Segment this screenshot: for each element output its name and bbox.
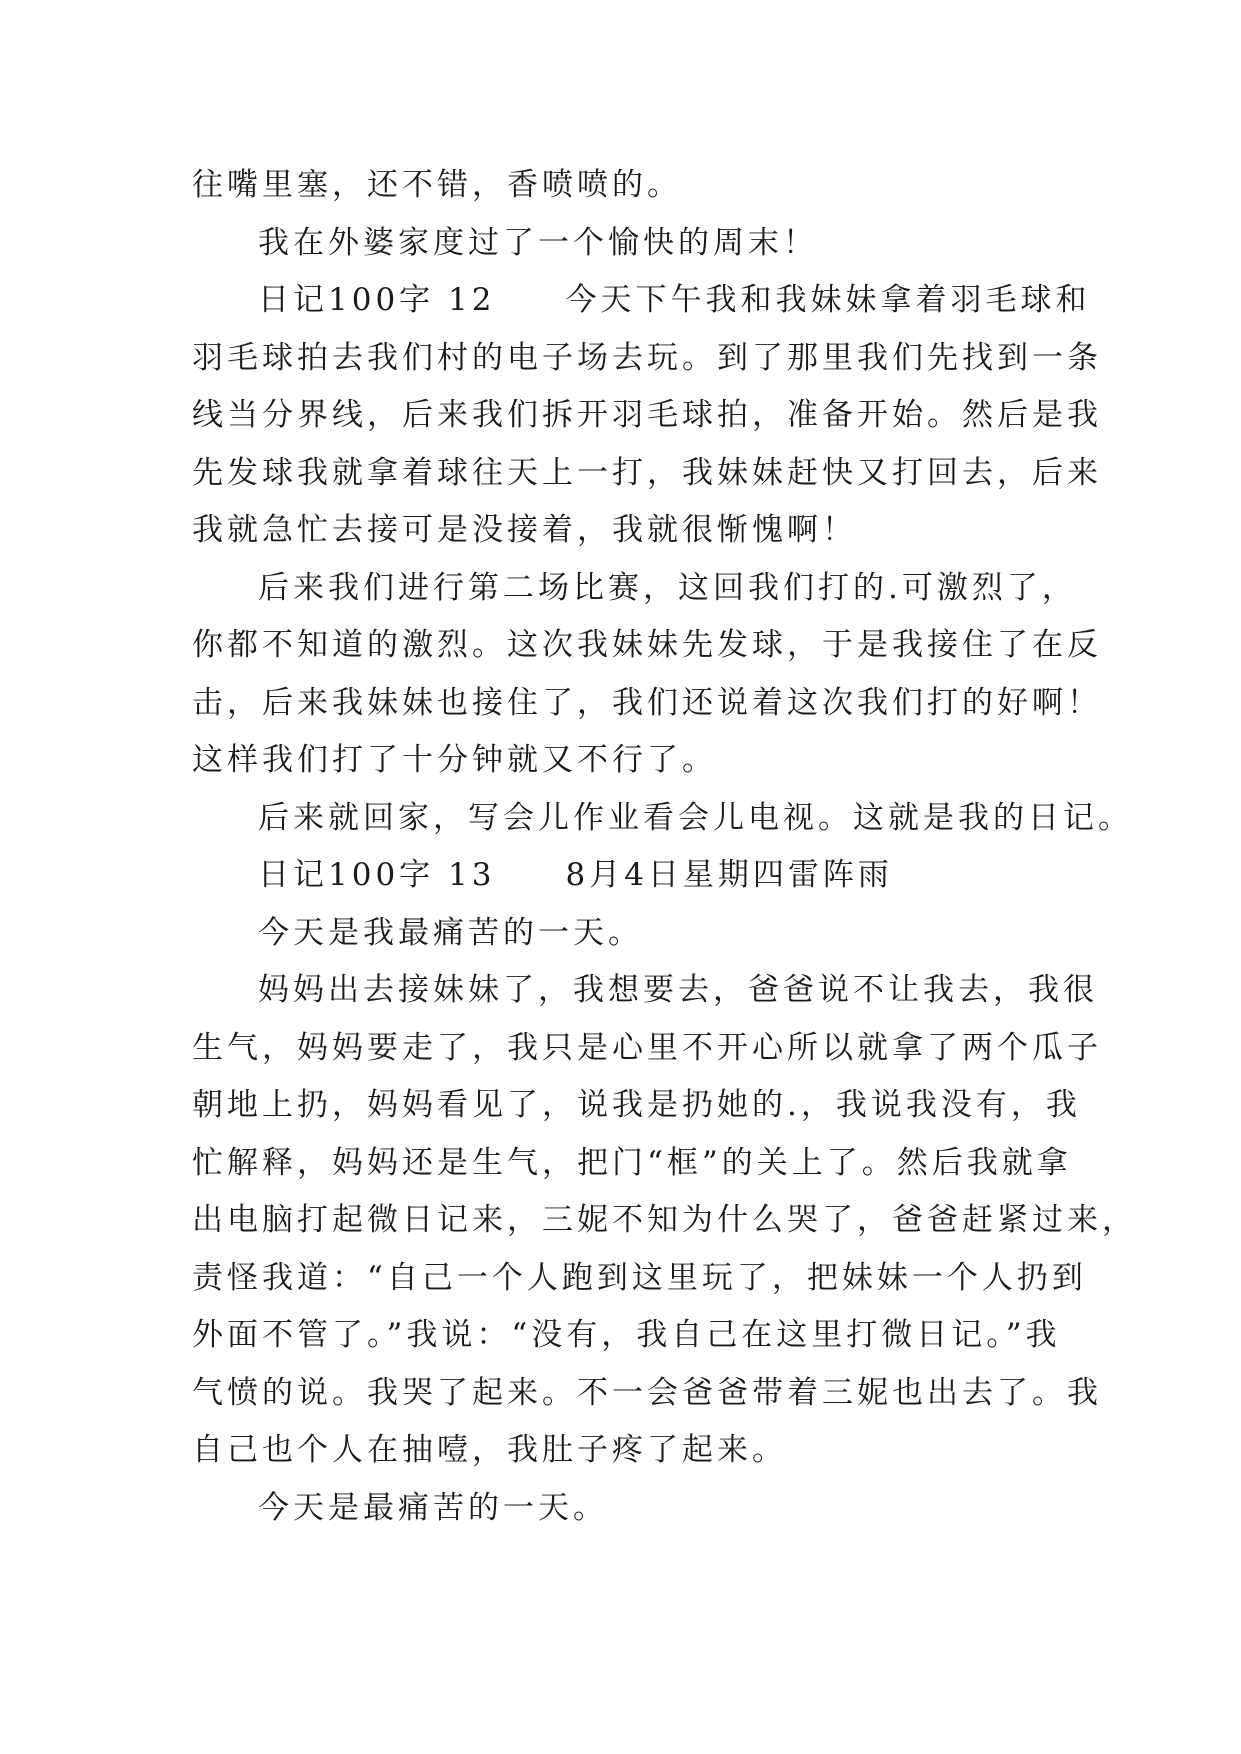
text-line: 日记100字 12 今天下午我和我妹妹拿着羽毛球和: [258, 282, 1091, 318]
text-line: 先发球我就拿着球往天上一打，我妹妹赶快又打回去，后来: [192, 454, 1102, 491]
text-line: 出电脑打起微日记来，三妮不知为什么哭了，爸爸赶紧过来，: [192, 1202, 1137, 1238]
text-line: 羽毛球拍去我们村的电子场去玩。到了那里我们先找到一条: [192, 339, 1102, 376]
text-line: 忙解释，妈妈还是生气，把门“框”的关上了。然后我就拿: [192, 1144, 1072, 1181]
text-line: 我在外婆家度过了一个愉快的周末！: [258, 224, 818, 261]
diary-text: [192, 157, 1137, 1537]
text-line: 你都不知道的激烈。这次我妹妹先发球，于是我接住了在反: [192, 627, 1102, 663]
text-line: 日记100字 13 8月4日星期四雷阵雨: [258, 857, 893, 893]
text-line: 今天是最痛苦的一天。: [258, 1489, 608, 1526]
text-line: 妈妈出去接妹妹了，我想要去，爸爸说不让我去，我很: [258, 972, 1098, 1008]
text-line: 后来就回家，写会儿作业看会儿电视。这就是我的日记。: [258, 799, 1133, 836]
text-line: 往嘴里塞，还不错，香喷喷的。: [192, 167, 682, 203]
text-line: 朝地上扔，妈妈看见了，说我是扔她的.，我说我没有，我: [192, 1087, 1081, 1123]
text-line: 击，后来我妹妹也接住了，我们还说着这次我们打的好啊！: [192, 684, 1102, 721]
text-line: 今天是我最痛苦的一天。: [258, 914, 643, 951]
text-line: 我就急忙去接可是没接着，我就很惭愧啊！: [192, 512, 857, 548]
text-line: 这样我们打了十分钟就又不行了。: [192, 742, 717, 778]
text-line: 气愤的说。我哭了起来。不一会爸爸带着三妮也出去了。我: [192, 1374, 1102, 1411]
text-line: 外面不管了。”我说：“没有，我自己在这里打微日记。”我: [192, 1317, 1061, 1353]
text-line: 后来我们进行第二场比赛，这回我们打的.可激烈了，: [258, 569, 1077, 606]
text-line: 自己也个人在抽噎，我肚子疼了起来。: [192, 1432, 787, 1468]
text-line: 线当分界线，后来我们拆开羽毛球拍，准备开始。然后是我: [192, 397, 1102, 433]
text-line: 生气，妈妈要走了，我只是心里不开心所以就拿了两个瓜子: [192, 1029, 1102, 1066]
text-line: 责怪我道：“自己一个人跑到这里玩了，把妹妹一个人扔到: [192, 1259, 1087, 1296]
